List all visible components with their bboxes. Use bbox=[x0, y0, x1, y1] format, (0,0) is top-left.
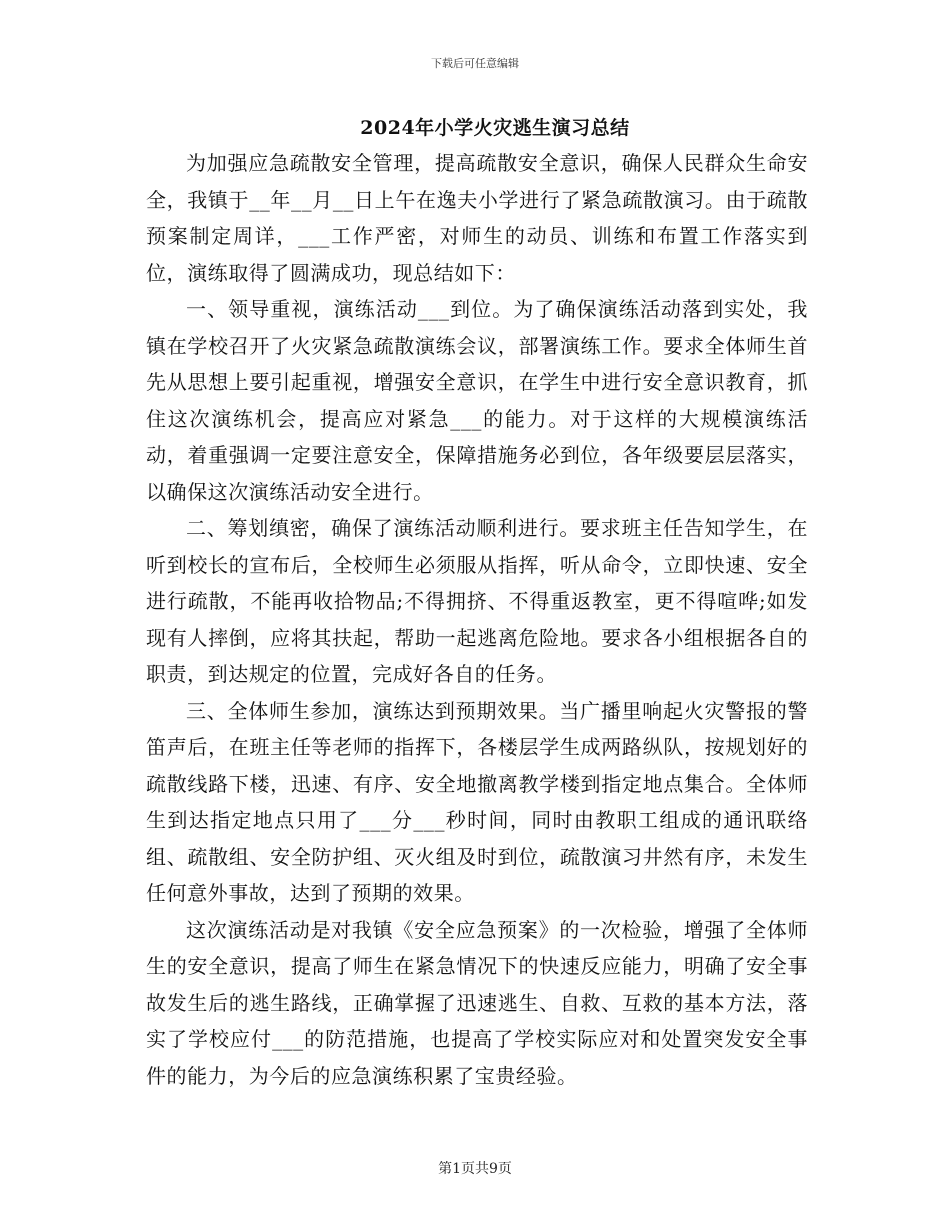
paragraph-section-3: 三、全体师生参加，演练达到预期效果。当广播里响起火灾警报的警笛声后，在班主任等老师的指挥下，各楼层学生成两路纵队，按规划好的疏散线路下楼，迅速、有序、安全地撤离教学楼到指定地点集合。全体师生到达指定地点只用了___分___秒时间，同时由教职工组成的通讯联络组、疏散组、安全防护组、灭火组及时到位，疏散演习井然有序，未发生任何意外事故，达到了预期的效果。 bbox=[146, 698, 808, 905]
paragraph-section-1: 一、领导重视，演练活动___到位。为了确保演练活动落到实处，我镇在学校召开了火灾紧急疏散演练会议，部署演练工作。要求全体师生首先从思想上要引起重视，增强安全意识，在学生中进行安全意识教育，抓住这次演练机会，提高应对紧急___的能力。对于这样的大规模演练活动，着重强调一定要注意安全，保障措施务必到位，各年级要层层落实，以确保这次演练活动安全进行。 bbox=[146, 297, 808, 504]
paragraph-section-2: 二、筹划缜密，确保了演练活动顺利进行。要求班主任告知学生，在听到校长的宣布后，全校师生必须服从指挥，听从命令，立即快速、安全进行疏散，不能再收拾物品;不得拥挤、不得重返教室，更不得喧哗;如发现有人摔倒，应将其扶起，帮助一起逃离危险地。要求各小组根据各自的职责，到达规定的位置，完成好各自的任务。 bbox=[146, 516, 808, 686]
document-body bbox=[146, 145, 808, 1094]
page-indicator: 第1页共9页 bbox=[438, 1161, 512, 1177]
paragraph-conclusion: 这次演练活动是对我镇《安全应急预案》的一次检验，增强了全体师生的安全意识，提高了师生在紧急情况下的快速反应能力，明确了安全事故发生后的逃生路线，正确掌握了迅速逃生、自救、互救的基本方法，落实了学校应付___的防范措施，也提高了学校实际应对和处置突发安全事件的能力，为今后的应急演练积累了宝贵经验。 bbox=[146, 917, 808, 1088]
header-note: 下载后可任意编辑 bbox=[431, 57, 519, 70]
document-title: 2024年小学火灾逃生演习总结 bbox=[360, 117, 630, 139]
paragraph-intro: 为加强应急疏散安全管理，提高疏散安全意识，确保人民群众生命安全，我镇于__年__月__日上午在逸夫小学进行了紧急疏散演习。由于疏散预案制定周详，___工作严密，对师生的动员、训练和布置工作落实到位，演练取得了圆满成功，现总结如下： bbox=[146, 151, 808, 285]
